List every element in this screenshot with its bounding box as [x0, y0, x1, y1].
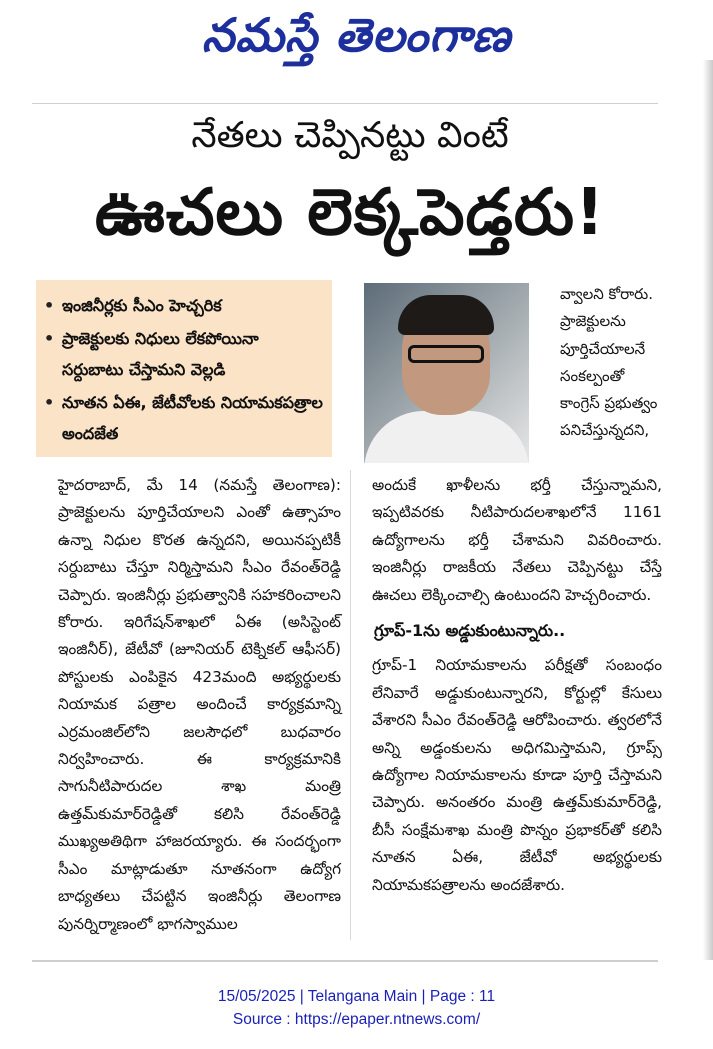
footer-edition-info: 15/05/2025 | Telangana Main | Page : 11: [217, 988, 496, 1005]
highlight-item: [44, 323, 324, 385]
photo-shirt: [364, 411, 529, 463]
bullet-icon: •: [44, 393, 55, 412]
article-column-left: [58, 472, 341, 938]
column-divider: [350, 470, 351, 940]
article-paragraph: గ్రూప్-1 నియామకాలను పరీక్షతో సంబంధం లేనివారే అడ్డుకుంటున్నారని, కోర్టుల్లో కేసులు వేశారని సీఎం రేవంత్‌రెడ్డి ఆరోపించారు. త్వరలోనే అన్ని అడ్డంకులను అధిగమిస్తామని, గ్రూప్స్ ఉద్యోగాల నియామకాలను కూడా పూర్తి చేస్తామని చెప్పారు. అనంతరం మంత్రి ఉత్తమ్‌కుమార్‌రెడ్డి, బీసీ సంక్షేమశాఖ మంత్రి పొన్నం ప్రభాకర్‌తో కలిసి నూతన ఏఈ, జేటీవో అభ్యర్థులకు నియామకపత్రాలను అందజేశారు.: [372, 656, 662, 894]
article-paragraph: హైదరాబాద్, మే 14 (నమస్తే తెలంగాణ): ప్రాజెక్టులను పూర్తిచేయాలని ఎంతో ఉత్సాహం ఉన్నా నిధుల కొరత ఉన్నదని, అయినప్పటికీ సర్దుబాటు చేస్తూ నిర్మిస్తామని సీఎం రేవంత్‌రెడ్డి చెప్పారు. ఇంజినీర్లు ప్రభుత్వానికి సహకరించాలని కోరారు. ఇరిగేషన్‌శాఖలో ఏఈ (అసిస్టెంట్ ఇంజినీర్), జేటీవో (జూనియర్ టెక్నికల్ ఆఫీసర్) పోస్టులకు ఎంపికైన 423మంది అభ్యర్థులకు నియామక పత్రాల అందించే కార్యక్రమాన్ని ఎర్రమంజిల్‌లోని జలసౌధలో బుధవారం నిర్వహించారు. ఈ కార్యక్రమానికి సాగునీటిపారుదల శాఖ మంత్రి ఉత్తమ్‌కుమార్‌రెడ్డితో కలిసి రేవంత్‌రెడ్డి ముఖ్యఅతిథిగా హాజరయ్యారు. ఈ సందర్భంగా సీఎం మాట్లాడుతూ నూతనంగా ఉద్యోగ బాధ్యతలు చేపట్టిన ఇంజినీర్లు తెలంగాణ పునర్నిర్మాణంలో భాగస్వాముల: [58, 476, 341, 933]
highlight-item: [44, 290, 324, 321]
highlights-box: [36, 280, 332, 457]
article-column-right-top: [560, 281, 660, 445]
article-kicker: నేతలు చెప్పినట్టు వింటే: [191, 115, 509, 156]
highlight-item: [44, 387, 324, 449]
highlight-text: ఇంజినీర్లకు సీఎం హెచ్చరిక: [62, 296, 222, 315]
article-column-right: [372, 472, 662, 899]
masthead-logo: నమస్తే తెలంగాణ: [201, 8, 512, 62]
article-subheading: గ్రూప్-1ను అడ్డుకుంటున్నారు..: [374, 621, 566, 641]
photo-glasses: [408, 345, 484, 363]
cm-photo: [364, 283, 529, 463]
article-paragraph: వ్వాలని కోరారు. ప్రాజెక్టులను పూర్తిచేయాలనే సంకల్పంతో కాంగ్రెస్ ప్రభుత్వం పనిచేస్తున్నదని,: [560, 285, 658, 440]
highlight-text: ప్రాజెక్టులకు నిధులు లేకపోయినా సర్దుబాటు చేస్తామని వెల్లడి: [62, 329, 259, 379]
highlight-text: నూతన ఏఈ, జేటీవోలకు నియామకపత్రాల అందజేత: [62, 393, 323, 443]
bottom-rule: [32, 960, 658, 962]
article-paragraph: అందుకే ఖాళీలను భర్తీ చేస్తున్నామని, ఇప్పటివరకు నీటిపారుదలశాఖలోనే 1161 ఉద్యోగాలను భర్తీ చేశామని వివరించారు. ఇంజినీర్లు రాజకీయ నేతలు చెప్పినట్టు చేస్తే ఊచలు లెక్కించాల్సి ఉంటుందని హెచ్చరించారు.: [372, 476, 662, 604]
footer-source: Source : https://epaper.ntnews.com/: [232, 1011, 481, 1028]
page-edge-shadow: [703, 60, 713, 960]
bullet-icon: •: [44, 296, 55, 315]
article-headline: ఊచలు లెక్కపెడ్తరు!: [94, 176, 606, 250]
bullet-icon: •: [44, 329, 55, 348]
photo-hair: [398, 295, 494, 335]
